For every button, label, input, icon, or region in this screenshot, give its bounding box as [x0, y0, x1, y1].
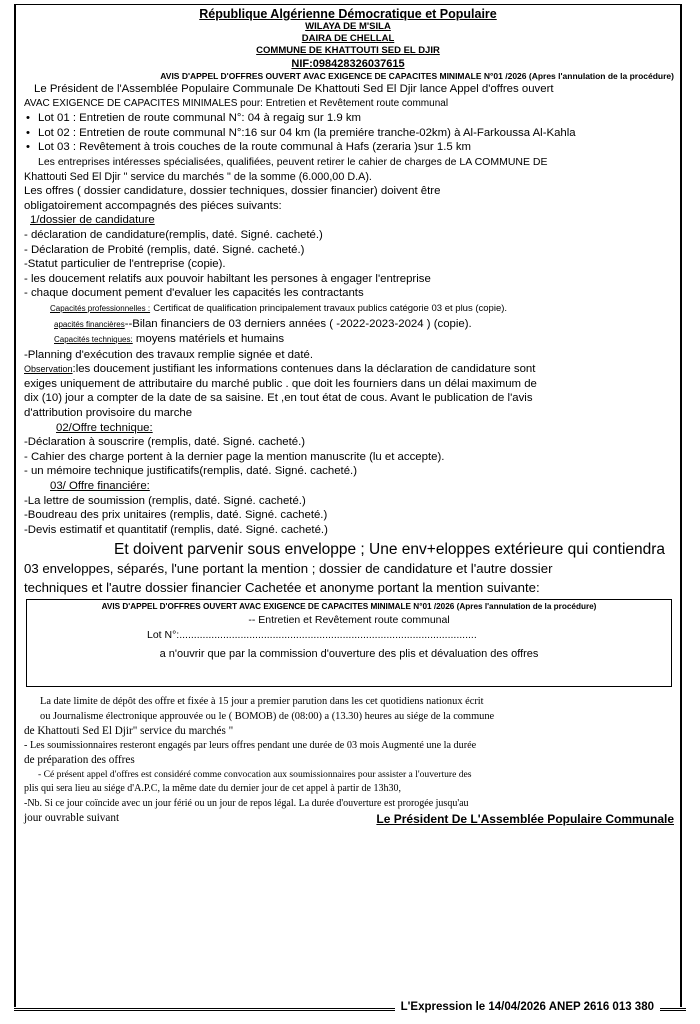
notice-page [14, 4, 682, 1007]
offres-line-1: Les offres ( dossier candidature, dossier techniques, dossier financier) doivent être [24, 185, 441, 198]
closing-line: ou Journalisme électronique approuvée ou le ( BOMOB) de (08:00) a (13.30) heures au siége de la commune [40, 710, 495, 722]
republic-title: République Algérienne Démocratique et Populaire [199, 7, 497, 21]
observation-label: Observation [24, 364, 73, 375]
offres-line-2: obligatoirement accompagnés des piéces suivants: [24, 199, 282, 212]
wilaya-line: WILAYA DE M'SILA [305, 21, 391, 32]
observation-text: exiges uniquement de attributaire du marché public . que doit les fourniers dans un délai maximum de [24, 377, 537, 390]
section2-title: 02/Offre technique: [56, 421, 153, 434]
closing-line: - Cé présent appel d'offres est considéré comme convocation aux soumissionnaires pour assister a l'ouverture des [38, 768, 472, 780]
box-subject: -- Entretien et Revêtement route communal [248, 614, 450, 627]
envelope-line-3: techniques et l'autre dossier financier Cachetée et anonyme portant la mention suivante: [24, 580, 540, 596]
observation-line [24, 362, 674, 377]
section3-title: 03/ Offre financiére: [50, 480, 150, 493]
section3-item: -Devis estimatif et quantitatif (remplis, daté. Signé. cacheté.) [24, 523, 328, 536]
closing-line: plis qui sera lieu au siége d'A.P.C, la même date du dernier jour de cet appel à partir de 13h30, [24, 783, 401, 795]
daira-line: DAIRA DE CHELLAL [301, 33, 395, 44]
section3-item: -La lettre de soumission (remplis, daté. Signé. cacheté.) [24, 494, 306, 507]
closing-line: - Les soumissionnaires resteront engagés par leurs offres pendant une durée de 03 mois Augmenté une la durée [24, 739, 477, 751]
cap-fin-label: apacités financières [54, 319, 125, 329]
closing-line: -Nb. Si ce jour coïncide avec un jour férié ou un jour de repos légal. La durée d'ouverture est prorogée jusqu'au [24, 797, 469, 809]
lot-item: • Lot 01 : Entretien de route communal N°: 04 à regaig sur 1.9 km [24, 111, 674, 126]
cap-tech-text: moyens matériels et humains [135, 333, 285, 346]
envelope-line-2: 03 enveloppes, séparés, l'une portant la mention ; dossier de candidature et l'autre dossier [24, 561, 553, 577]
closing-line: jour ouvrable suivant [24, 812, 120, 825]
observation-text: dix (10) jour a compter de la date de sa saisine. Et ,en tout état de cous. Avant le publication de l'avis [24, 392, 533, 405]
cap-tech-line [24, 332, 674, 348]
lot-item: • Lot 03 : Revêtement à trois couches de la route communal à Hafs (zeraria )sur 1.5 km [24, 140, 674, 155]
section1-item: -Statut particulier de l'entreprise (copie). [24, 258, 226, 271]
cap-fin-line [24, 317, 674, 333]
lot-item: • Lot 02 : Entretien de route communal N°:16 sur 04 km (la premiére tranche-02km) à Al-Farkoussa Al-Kahla [24, 126, 674, 141]
cap-tech-label: Capacités techniques: [54, 335, 133, 345]
intro-line-1: Le Président de l'Assemblée Populaire Communale De Khattouti Sed El Djir lance Appel d'offres ouvert [34, 83, 554, 95]
section2-item: - Cahier des charge portent à la dernier page la mention manuscrite (lu et accepte). [24, 450, 445, 463]
section1-item: - chaque document pement d'evaluer les capacités les contractants [24, 287, 364, 300]
observation-text: d'attribution provisoire du marche [24, 407, 193, 420]
section2-item: -Déclaration à souscrire (remplis, daté. Signé. cacheté.) [24, 436, 306, 449]
closing-line: de préparation des offres [24, 754, 135, 767]
box-title: AVIS D'APPEL D'OFFRES OUVERT AVAC EXIGENCE DE CAPACITES MINIMALE N°01 /2026 (Apres l'annulation de la procédure) [101, 602, 597, 612]
section3-item: -Boudreau des prix unitaires (remplis, daté. Signé. cacheté.) [24, 509, 328, 522]
entreprises-line-2: Khattouti Sed El Djir " service du marchés " de la somme (6.000,00 D.A). [24, 170, 372, 183]
envelope-line-1: Et doivent parvenir sous enveloppe ; Une env+eloppes extérieure qui contiendra [114, 541, 666, 559]
cap-fin-text: --Bilan financiers de 03 derniers années ( -2022-2023-2024 ) (copie). [124, 317, 472, 330]
envelope-mention-box [26, 599, 672, 687]
nif-line: NIF:098428326037615 [291, 58, 405, 70]
observation-text: :les doucement justifiant les informations contenues dans la déclaration de candidature sont [72, 363, 536, 376]
intro-line-2: AVAC EXIGENCE DE CAPACITES MINIMALES pour: Entretien et Revêtement route communal [24, 97, 449, 109]
section1-title: 1/dossier de candidature [30, 214, 155, 227]
box-note: a n'ouvrir que par la commission d'ouverture des plis et dévaluation des offres [159, 648, 539, 661]
section1-item: - Déclaration de Probité (remplis, daté. Signé. cacheté.) [24, 243, 305, 256]
intro-block [16, 82, 680, 537]
cap-pro-text: Certificat de qualification principalement travaux publics catégorie 03 et plus (copie). [153, 302, 508, 314]
section2-item: - un mémoire technique justificatifs(remplis, daté. Signé. cacheté.) [24, 465, 358, 478]
footer-text: L'Expression le 14/04/2026 ANEP 2616 013 380 [395, 1001, 660, 1013]
signature-text: Le Président De L'Assemblée Populaire Communale [376, 811, 674, 826]
box-lot: Lot N°:...................................................................................................... [147, 629, 477, 642]
planning-line: -Planning d'exécution des travaux remplie signée et daté. [24, 348, 314, 361]
cap-pro-label: Capacités professionnelles : [50, 303, 151, 313]
publication-footer [0, 1000, 700, 1018]
closing-line: de Khattouti Sed El Djir" service du marchés " [24, 725, 234, 738]
closing-block [16, 695, 680, 826]
section1-item: - les doucement relatifs aux pouvoir habiltant les persones à engager l'entreprise [24, 272, 431, 285]
section1-item: - déclaration de candidature(remplis, daté. Signé. cacheté.) [24, 228, 323, 241]
commune-line: COMMUNE DE KHATTOUTI SED EL DJIR [256, 45, 440, 56]
avis-title: AVIS D'APPEL D'OFFRES OUVERT AVAC EXIGENCE DE CAPACITES MINIMALE N°01 /2026 (Apres l'annulation de la procédure) [160, 71, 674, 81]
closing-line: La date limite de dépôt des offre et fixée à 15 jour a premier parution dans les cet quotidiens nationux écrit [40, 696, 484, 708]
cap-pro-line [24, 301, 674, 317]
entreprises-line-1: Les entreprises intéresses spécialisées, qualifiées, peuvent retirer le cahier de charges de LA COMMUNE DE [38, 155, 548, 168]
